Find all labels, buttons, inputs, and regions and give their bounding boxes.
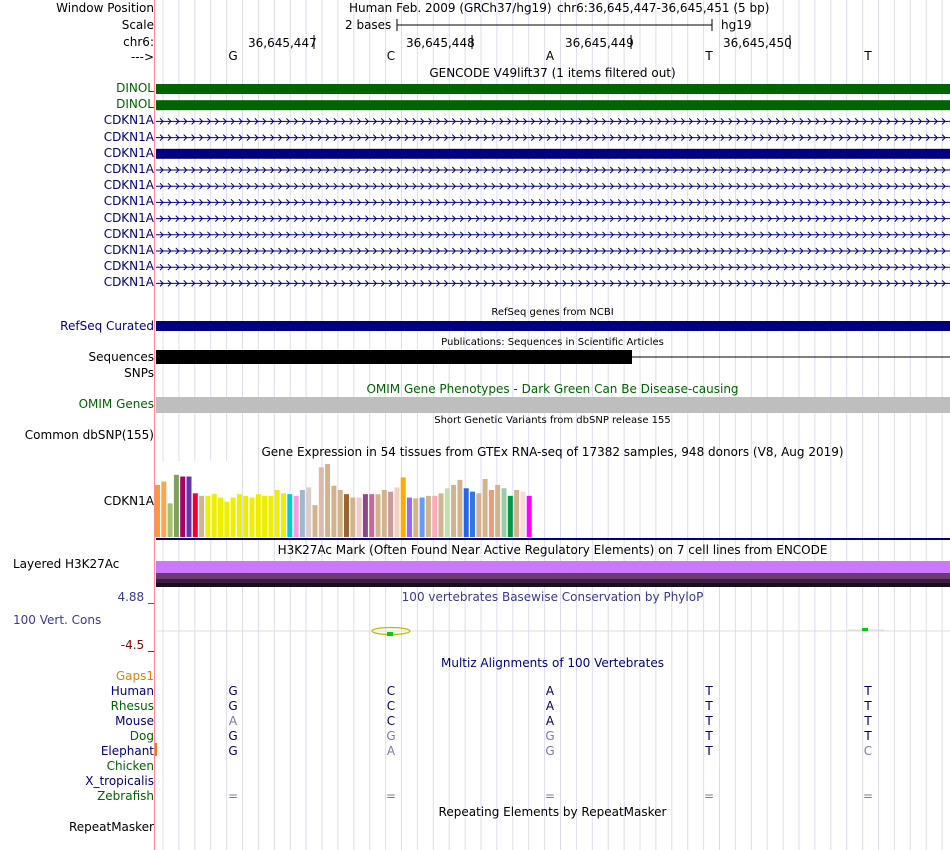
alignment-base: C xyxy=(863,744,873,758)
gencode-item-label[interactable]: CDKN1A xyxy=(103,226,154,241)
alignment-base: = xyxy=(703,789,715,803)
multiz-track-title[interactable]: Multiz Alignments of 100 Vertebrates xyxy=(440,656,665,670)
gtex-tissue-bar xyxy=(212,494,217,537)
alignment-base: A xyxy=(386,744,396,758)
window-position-text: chr6:36,645,447-36,645,451 (5 bp) xyxy=(557,1,770,15)
gtex-tissue-bar xyxy=(420,498,425,537)
gtex-tissue-bar xyxy=(376,494,381,537)
publications-track-title[interactable]: Publications: Sequences in Scientific Articles xyxy=(441,337,664,348)
gtex-track-label[interactable]: CDKN1A xyxy=(103,494,154,508)
h3k27ac-track-title[interactable]: H3K27Ac Mark (Often Found Near Active Regulatory Elements) on 7 cell lines from ENCODE xyxy=(277,543,828,557)
gtex-tissue-bar xyxy=(174,475,179,537)
gtex-tissue-bar xyxy=(224,502,229,537)
species-label[interactable]: Chicken xyxy=(106,759,154,773)
alignment-base: T xyxy=(705,744,713,758)
ref-base-5: T xyxy=(864,49,872,63)
repeatmasker-track-label[interactable]: RepeatMasker xyxy=(68,820,154,834)
gtex-tissue-bar xyxy=(250,498,255,537)
refseq-gene-bar xyxy=(156,321,950,331)
conservation-mark xyxy=(862,628,868,631)
alignment-base: T xyxy=(864,684,872,698)
alignment-base: G xyxy=(228,699,238,713)
alignment-base: G xyxy=(386,729,396,743)
gtex-tissue-bar xyxy=(199,496,204,537)
h3k27ac-layer xyxy=(156,583,950,587)
gtex-tissue-bar xyxy=(432,496,437,537)
refseq-track-label[interactable]: RefSeq Curated xyxy=(60,319,154,333)
gtex-tissue-bar xyxy=(187,477,192,537)
gtex-tissue-bar xyxy=(527,496,532,537)
gtex-tissue-bar xyxy=(287,494,292,537)
gtex-tissue-bar xyxy=(489,490,494,537)
alignment-base: C xyxy=(386,714,396,728)
coord-tick-4: 36,645,450 xyxy=(723,36,792,50)
ref-base-1: G xyxy=(228,49,238,63)
coord-tick-1: 36,645,447 xyxy=(248,36,317,50)
db-name: hg19 xyxy=(721,18,752,32)
alignment-base: = xyxy=(862,789,874,803)
gtex-tissue-bar xyxy=(319,467,324,537)
gtex-tissue-bar xyxy=(161,482,166,537)
species-label[interactable]: X_tropicalis xyxy=(85,774,154,788)
gaps-label: Gaps1 xyxy=(115,669,154,683)
conservation-track-label[interactable]: 100 Vert. Cons xyxy=(13,613,102,627)
scale-label: Scale xyxy=(121,18,154,32)
alignment-base: T xyxy=(864,699,872,713)
gencode-item-label[interactable]: CDKN1A xyxy=(103,210,154,225)
gtex-tissue-bar xyxy=(401,477,406,537)
h3k27ac-layer xyxy=(156,579,950,583)
gtex-tissue-bar xyxy=(476,493,481,537)
dbsnp-track-title[interactable]: Short Genetic Variants from dbSNP release 155 xyxy=(434,415,671,426)
gtex-tissue-bar xyxy=(407,498,412,537)
alignment-base: A xyxy=(545,684,555,698)
coord-tick-3: 36,645,449 xyxy=(565,36,634,50)
gtex-tissue-bar xyxy=(350,498,355,537)
alignment-base: T xyxy=(705,729,713,743)
gtex-tissue-bar xyxy=(445,488,450,537)
gtex-tissue-bar xyxy=(243,496,248,537)
alignment-base: A xyxy=(545,714,555,728)
species-label[interactable]: Zebrafish xyxy=(97,789,154,803)
alignment-base: T xyxy=(705,684,713,698)
gencode-item-label[interactable]: CDKN1A xyxy=(103,162,154,176)
gencode-item-label[interactable]: CDKN1A xyxy=(103,194,154,209)
gencode-item-label[interactable]: DINOL xyxy=(116,81,154,95)
conservation-min-value: -4.5 _ xyxy=(120,638,154,652)
gtex-tissue-bar xyxy=(470,492,475,537)
gene-bar-dinol xyxy=(156,100,950,110)
gene-bar-cdkn1a-exon xyxy=(156,149,950,159)
ref-base-3: A xyxy=(545,49,555,63)
h3k27ac-layer xyxy=(790,561,950,575)
gtex-tissue-bar xyxy=(262,496,267,537)
publications-bar xyxy=(156,350,632,364)
gtex-tissue-bar xyxy=(382,490,387,537)
gtex-tissue-bar xyxy=(502,488,507,537)
h3k27ac-layer xyxy=(156,573,950,579)
gtex-tissue-bar xyxy=(520,492,525,537)
gtex-tissue-bar xyxy=(180,477,185,537)
chromosome-label: chr6: xyxy=(123,35,154,49)
gtex-tissue-bar xyxy=(193,493,198,537)
gene-bar-dinol xyxy=(156,84,950,94)
dbsnp-track-label[interactable]: Common dbSNP(155) xyxy=(24,428,154,442)
gtex-tissue-bar xyxy=(306,487,311,537)
alignment-base: = xyxy=(227,789,239,803)
gtex-tissue-bar xyxy=(168,503,173,537)
gtex-tissue-bar xyxy=(357,498,362,537)
alignment-base: T xyxy=(705,699,713,713)
alignment-base: T xyxy=(705,714,713,728)
ref-base-4: T xyxy=(705,49,713,63)
gtex-tissue-bar xyxy=(281,493,286,537)
gencode-track-title[interactable]: GENCODE V49lift37 (1 items filtered out) xyxy=(429,66,676,80)
gtex-tissue-bar xyxy=(388,492,393,537)
gtex-tissue-bar xyxy=(483,479,488,537)
refseq-track-title[interactable]: RefSeq genes from NCBI xyxy=(491,307,614,318)
species-label[interactable]: Mouse xyxy=(115,714,154,728)
gtex-tissue-bar xyxy=(426,496,431,537)
gencode-item-label[interactable]: CDKN1A xyxy=(103,243,154,257)
omim-track-label[interactable]: OMIM Genes xyxy=(78,397,154,411)
alignment-base: = xyxy=(385,789,397,803)
gtex-tissue-bar xyxy=(218,498,223,537)
gtex-tissue-bar xyxy=(331,486,336,537)
alignment-base: G xyxy=(228,684,238,698)
gtex-tissue-bar xyxy=(439,493,444,537)
conservation-track-title[interactable]: 100 vertebrates Basewise Conservation by PhyloP xyxy=(401,590,704,604)
gtex-tissue-bar xyxy=(514,490,519,537)
gtex-tissue-bar xyxy=(325,464,330,537)
gtex-tissue-bar xyxy=(464,488,469,537)
gtex-tissue-bar xyxy=(344,494,349,537)
gencode-item-label[interactable]: CDKN1A xyxy=(103,113,154,128)
strand-arrow-label: ---> xyxy=(130,50,154,64)
alignment-base: G xyxy=(228,729,238,743)
gtex-tissue-bar xyxy=(300,490,305,537)
alignment-base: G xyxy=(228,744,238,758)
gtex-tissue-bar xyxy=(205,496,210,537)
assembly-name: Human Feb. 2009 (GRCh37/hg19) xyxy=(349,1,552,15)
gencode-item-label[interactable]: CDKN1A xyxy=(103,129,154,144)
alignment-base: T xyxy=(864,729,872,743)
alignment-base: = xyxy=(544,789,556,803)
gtex-tissue-bar xyxy=(369,494,374,537)
gtex-tissue-bar xyxy=(457,480,462,537)
gencode-item-label[interactable]: CDKN1A xyxy=(103,275,154,290)
alignment-base: T xyxy=(864,714,872,728)
conservation-max-value: 4.88 _ xyxy=(117,590,154,604)
alignment-base: G xyxy=(545,729,555,743)
publications-track-label[interactable]: Sequences xyxy=(88,350,154,364)
gtex-track-title[interactable]: Gene Expression in 54 tissues from GTEx RNA-seq of 17382 samples, 948 donors (V8, Aug 2019) xyxy=(261,445,844,459)
repeatmasker-track-title[interactable]: Repeating Elements by RepeatMasker xyxy=(438,805,667,819)
gtex-tissue-bar xyxy=(338,490,343,537)
scale-text: 2 bases xyxy=(345,18,392,32)
species-label[interactable]: Human xyxy=(110,684,154,698)
gtex-tissue-bar xyxy=(256,494,261,537)
gtex-tissue-bar xyxy=(275,490,280,537)
gtex-tissue-bar xyxy=(413,498,418,537)
h3k27ac-track-label[interactable]: Layered H3K27Ac xyxy=(13,557,120,571)
gtex-tissue-bar xyxy=(495,485,500,537)
species-label[interactable]: Elephant xyxy=(100,744,154,758)
alignment-base: C xyxy=(386,684,396,698)
alignment-base: A xyxy=(545,699,555,713)
gtex-tissue-bar xyxy=(294,496,299,537)
alignment-base: A xyxy=(228,714,238,728)
gtex-tissue-bar xyxy=(268,496,273,537)
gencode-item-label[interactable]: CDKN1A xyxy=(103,145,154,160)
h3k27ac-layer xyxy=(156,561,790,573)
gtex-tissue-bar xyxy=(313,505,318,537)
gtex-tissue-bar xyxy=(508,496,513,537)
species-label[interactable]: Rhesus xyxy=(110,699,154,713)
elephant-gap-marker xyxy=(155,743,157,756)
gtex-tissue-bar xyxy=(237,494,242,537)
species-label[interactable]: Dog xyxy=(129,729,154,743)
gtex-tissue-bar xyxy=(363,494,368,537)
gencode-item-label[interactable]: CDKN1A xyxy=(103,178,154,193)
gencode-item-label[interactable]: CDKN1A xyxy=(103,259,154,274)
conservation-mark xyxy=(387,632,393,636)
omim-bar xyxy=(156,397,950,413)
gencode-item-label[interactable]: DINOL xyxy=(116,97,154,112)
window-position-label: Window Position xyxy=(56,1,154,15)
omim-track-title[interactable]: OMIM Gene Phenotypes - Dark Green Can Be Disease-causing xyxy=(366,382,739,396)
gtex-tissue-bar xyxy=(155,485,160,537)
snps-track-label[interactable]: SNPs xyxy=(124,366,154,380)
gtex-tissue-bar xyxy=(451,485,456,537)
ref-base-2: C xyxy=(386,49,396,63)
gtex-tissue-bar xyxy=(231,498,236,537)
gtex-tissue-bar xyxy=(394,487,399,537)
alignment-base: C xyxy=(386,699,396,713)
alignment-base: G xyxy=(545,744,555,758)
coord-tick-2: 36,645,448 xyxy=(406,36,475,50)
